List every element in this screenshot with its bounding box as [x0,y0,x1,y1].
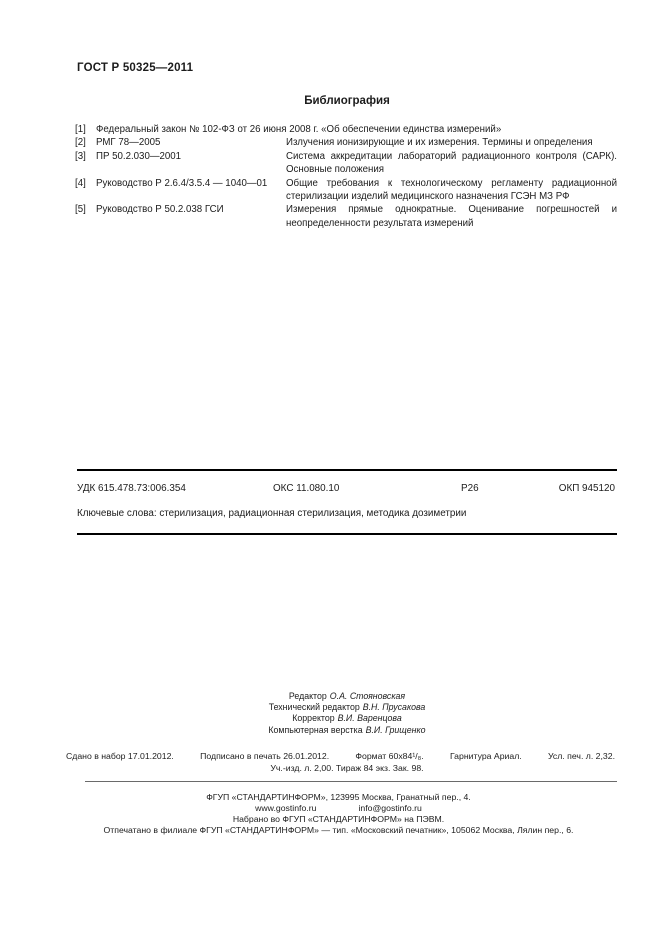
credits-block [77,691,617,736]
publisher-block [40,792,637,836]
bib-description: Система аккредитации лабораторий радиационного контроля (САРК). Основные положения [286,150,617,176]
credit-role: Корректор [292,713,335,724]
typeset-line: Набрано во ФГУП «СТАНДАРТИНФОРМ» на ПЭВМ. [232,814,445,824]
bibliography-entry [75,123,617,136]
bib-designation: РМГ 78—2005 [96,137,161,149]
credit-role: Технический редактор [268,702,360,713]
oks-code: ОКС 11.080.10 [273,483,340,494]
imprint-typeface: Гарнитура Ариал. [449,751,522,761]
separator-rule-mid [77,533,617,535]
credit-name: В.И. Грищенко [365,724,426,735]
credit-role: Редактор [288,691,327,701]
credit-name: В.И. Варенцова [337,713,402,724]
printed-line: Отпечатано в филиале ФГУП «СТАНДАРТИНФОРМ» — тип. «Московский печатник», 105062 Москва, Лялин пер., 6. [103,825,574,835]
standard-code: ГОСТ Р 50325—2011 [77,62,194,74]
imprint-set-date: Сдано в набор 17.01.2012. [66,751,174,761]
bib-ref-label: [3] [75,150,86,162]
bib-designation: Руководство Р 2.6.4/3.5.4 — 1040—01 [96,177,268,189]
keywords-line: Ключевые слова: стерилизация, радиационная стерилизация, методика дозиметрии [77,508,467,519]
classification-row [77,483,617,495]
imprint-line-1 [66,751,615,761]
bib-ref-label: [2] [75,137,86,149]
credit-line [77,691,617,702]
bib-description: Общие требования к технологическому регламенту радиационной стерилизации изделий медицинского назначения ГСЭН МЗ РФ [286,177,617,203]
imprint-conv-sheets: Усл. печ. л. 2,32. [548,751,615,761]
separator-rule-top [77,469,617,471]
imprint-format: Формат 60х84¹/₈. [355,751,424,761]
bibliography-entry [75,136,617,149]
publisher-contacts [40,803,637,814]
bib-description: Излучения ионизирующие и их измерения. Термины и определения [286,137,593,149]
bib-ref-label: [4] [75,177,86,189]
imprint-print-date: Подписано в печать 26.01.2012. [200,751,330,761]
bibliography-entry [75,177,617,204]
credit-line [77,702,617,713]
bib-ref-label: [1] [75,124,86,135]
credit-name: О.А. Стояновская [329,691,406,701]
bib-designation: ПР 50.2.030—2001 [96,150,182,162]
email-text: info@gostinfo.ru [358,803,422,813]
udk-code: УДК 615.478.73:006.354 [77,483,186,494]
publisher-address: ФГУП «СТАНДАРТИНФОРМ», 123995 Москва, Гранатный пер., 4. [206,792,471,802]
bib-description: Измерения прямые однократные. Оценивание погрешностей и неопределенности результата измерений [286,204,617,229]
imprint-line-2: Уч.-изд. л. 2,00. Тираж 84 экз. Зак. 98. [270,763,424,773]
bibliography-entry [75,203,617,230]
section-title: Библиография [304,95,390,107]
okp-code: ОКП 945120 [558,483,615,494]
bib-designation: Руководство Р 50.2.038 ГСИ [96,204,224,216]
credit-line [77,725,617,736]
bibliography-list [75,123,617,230]
credit-name: В.Н. Прусакова [362,702,426,713]
bibliography-entry [75,150,617,177]
credit-line [77,713,617,724]
separator-rule-footer [85,781,617,782]
bib-designation: Федеральный закон № 102-ФЗ от 26 июня 2008 г. «Об обеспечении единства измерений» [96,124,502,135]
group-code: Р26 [461,483,479,494]
bib-ref-label: [5] [75,204,86,216]
website-text: www.gostinfo.ru [255,803,317,813]
credit-role: Компьютерная верстка [268,724,363,735]
